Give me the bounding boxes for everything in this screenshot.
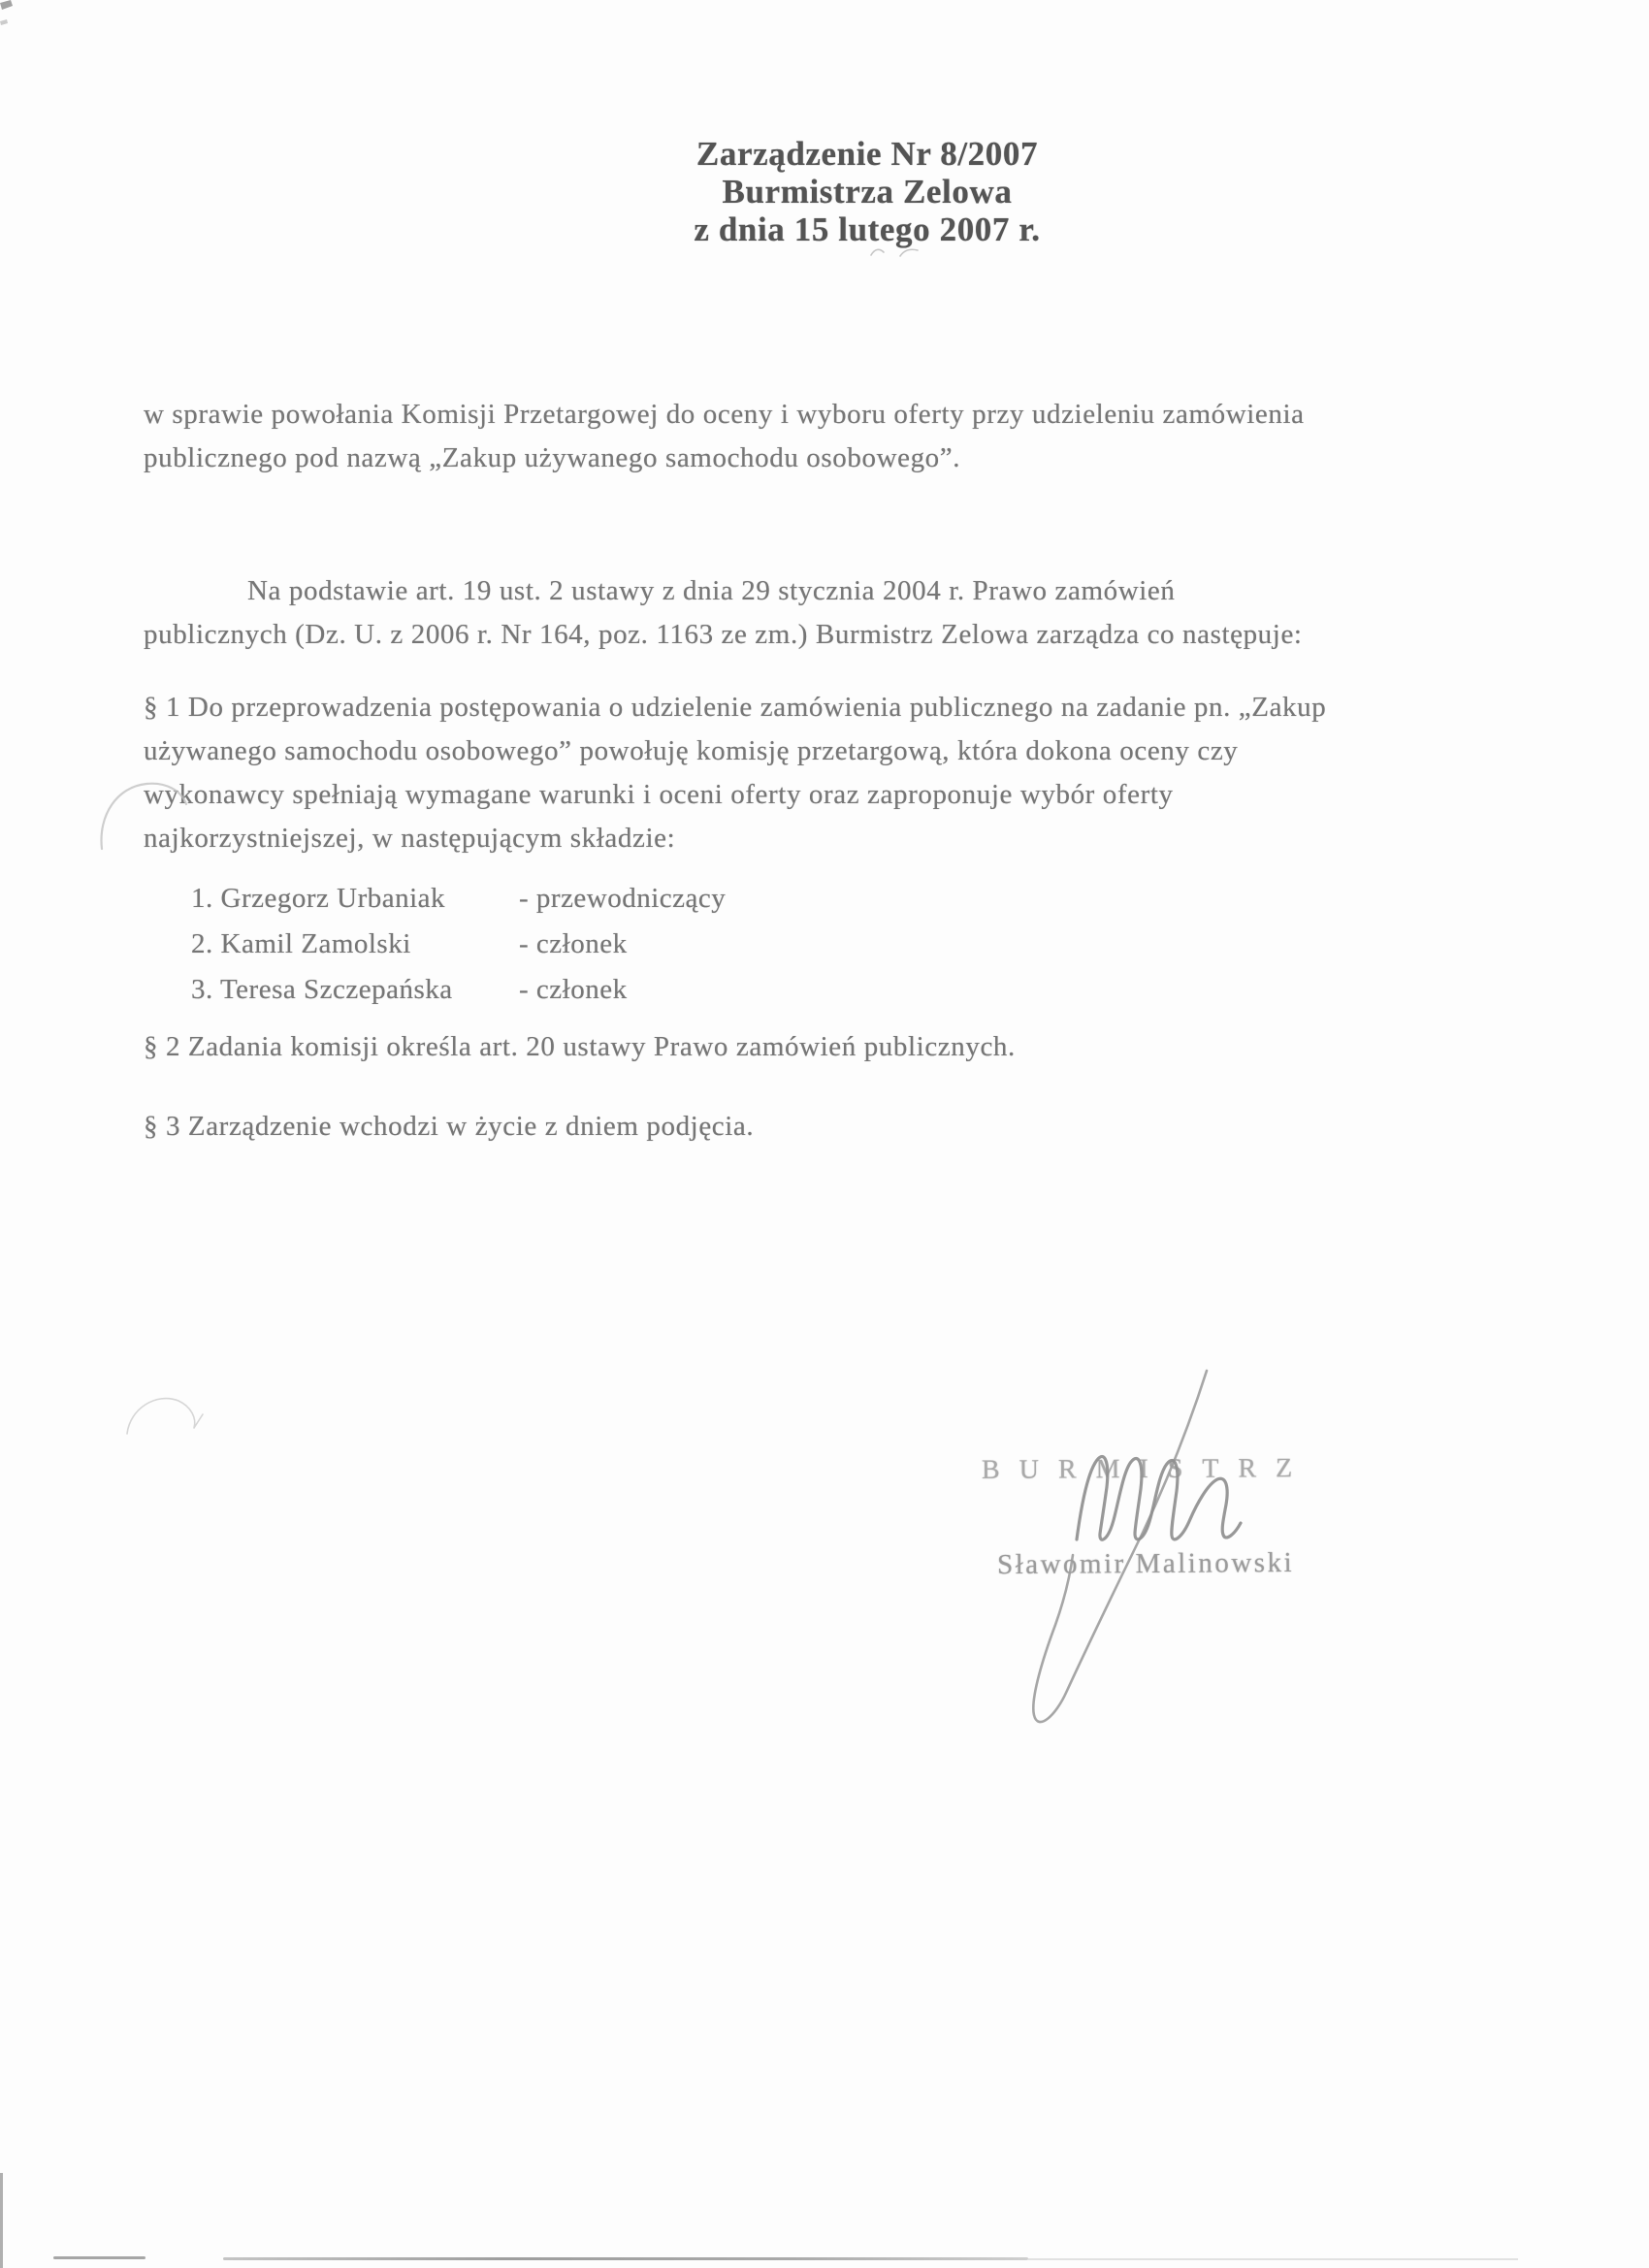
- ordinance-title: [382, 135, 1352, 248]
- ordinance-issuer-line: Burmistrza Zelowa: [722, 173, 1013, 211]
- scan-edge-line: [223, 2257, 1028, 2260]
- legal-basis-line: publicznych (Dz. U. z 2006 r. Nr 164, poz. 1163 ze zm.) Burmistrz Zelowa zarządza co następuje:: [144, 619, 1303, 650]
- section-3-line: § 3 Zarządzenie wchodzi w życie z dniem podjęcia.: [144, 1111, 755, 1142]
- member-role: - członek: [519, 974, 628, 1005]
- pencil-squiggle-mark: [869, 243, 923, 262]
- member-name: 2. Kamil Zamolski: [191, 928, 411, 959]
- subject-line: w sprawie powołania Komisji Przetargowej do oceny i wyboru oferty przy udzieleniu zamówienia: [144, 399, 1305, 430]
- section-2-line: § 2 Zadania komisji określa art. 20 ustawy Prawo zamówień publicznych.: [144, 1031, 1016, 1062]
- pencil-circle-mark: [121, 1385, 213, 1458]
- mayor-stamp-title: BURMISTRZ: [981, 1453, 1312, 1485]
- scan-corner-mark: [0, 0, 25, 29]
- scan-edge-strip: [0, 2173, 3, 2268]
- section-1-line: § 1 Do przeprowadzenia postępowania o udzielenie zamówienia publicznego na zadanie pn. „Zakup: [144, 692, 1327, 723]
- member-name: 3. Teresa Szczepańska: [191, 974, 453, 1005]
- subject-line: publicznego pod nazwą „Zakup używanego samochodu osobowego”.: [144, 442, 961, 473]
- member-role: - członek: [519, 928, 628, 959]
- section-1-line: używanego samochodu osobowego” powołuję komisję przetargową, która dokona oceny czy: [144, 735, 1239, 766]
- section-2-paragraph: [144, 1025, 1016, 1069]
- scan-edge-line: [1028, 2258, 1518, 2260]
- member-name: 1. Grzegorz Urbaniak: [191, 883, 446, 914]
- committee-row: [191, 967, 726, 1013]
- handwritten-signature: [970, 1363, 1358, 1751]
- mayor-signer-name: Sławomir Malinowski: [996, 1546, 1295, 1581]
- committee-list: [191, 876, 726, 1013]
- scan-edge-line: [53, 2256, 146, 2259]
- subject-paragraph: [144, 393, 1305, 480]
- member-role: - przewodniczący: [519, 883, 727, 914]
- legal-basis-paragraph: [144, 569, 1303, 657]
- ordinance-number-line: Zarządzenie Nr 8/2007: [695, 135, 1039, 173]
- pencil-arc-mark: [92, 771, 199, 863]
- legal-basis-line: Na podstawie art. 19 ust. 2 ustawy z dnia 29 stycznia 2004 r. Prawo zamówień: [247, 575, 1176, 606]
- committee-row: [191, 922, 726, 967]
- section-1-line: najkorzystniejszej, w następującym składzie:: [144, 823, 676, 854]
- ordinance-date-line: z dnia 15 lutego 2007 r.: [694, 211, 1041, 248]
- committee-row: [191, 876, 726, 922]
- section-1-line: wykonawcy spełniają wymagane warunki i oceni oferty oraz zaproponuje wybór oferty: [144, 779, 1174, 810]
- section-3-paragraph: [144, 1105, 754, 1149]
- section-1-paragraph: [144, 686, 1326, 860]
